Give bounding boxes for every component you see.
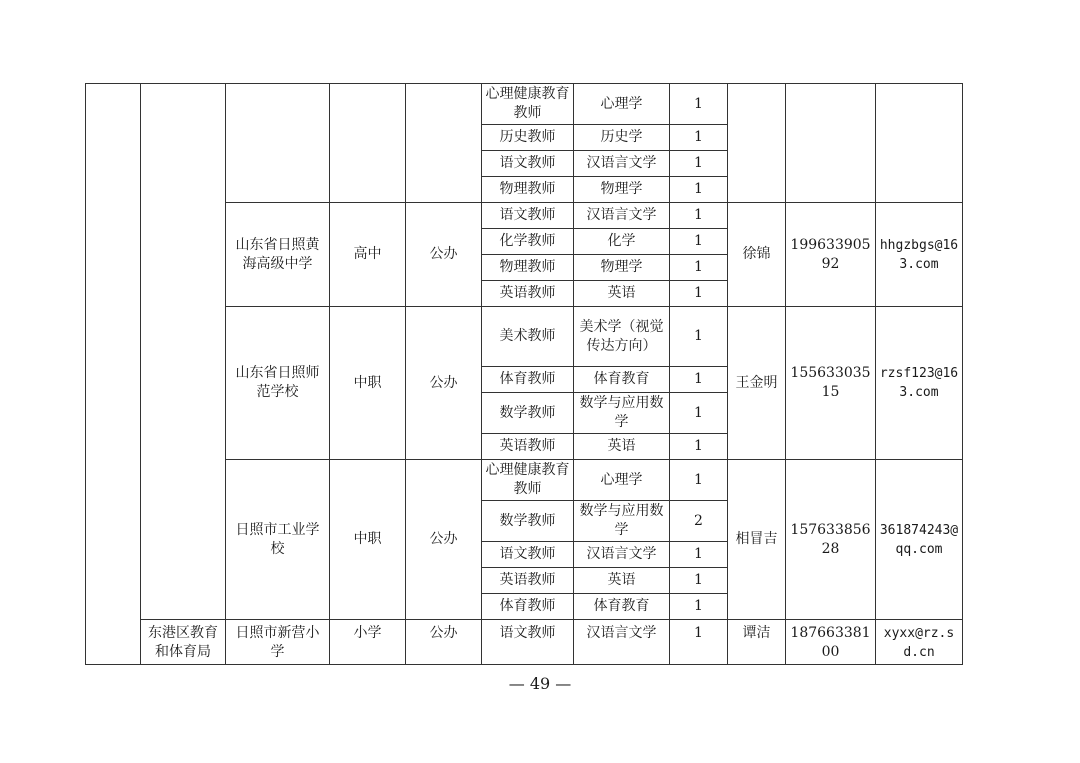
position-count: 1: [670, 542, 728, 568]
school-type-cell: 公办: [406, 307, 482, 460]
position-major: 心理学: [574, 460, 670, 501]
position-count: 1: [670, 229, 728, 255]
position-title: 英语教师: [482, 281, 574, 307]
table-row: [86, 620, 963, 665]
position-major: 化学: [574, 229, 670, 255]
school-name-cell: 日照市工业学校: [226, 460, 330, 620]
school-type-cell: 公办: [406, 460, 482, 620]
contact-cell: [728, 84, 786, 203]
position-title: 语文教师: [482, 542, 574, 568]
phone-cell: [786, 84, 876, 203]
position-count: 1: [670, 307, 728, 367]
phone-cell: 15563303515: [786, 307, 876, 460]
position-major: 数学与应用数学: [574, 393, 670, 434]
recruitment-table-clip: [85, 83, 963, 660]
position-title: 数学教师: [482, 501, 574, 542]
position-major: 历史学: [574, 125, 670, 151]
email-cell: hhgzbgs@163.com: [876, 203, 963, 307]
position-count: 1: [670, 460, 728, 501]
position-major: 数学与应用数学: [574, 501, 670, 542]
position-count: 1: [670, 151, 728, 177]
position-count: 1: [670, 434, 728, 460]
position-major: 汉语言文学: [574, 542, 670, 568]
phone-cell: 15763385628: [786, 460, 876, 620]
contact-cell: 相冒吉: [728, 460, 786, 620]
position-major: 体育教育: [574, 594, 670, 620]
position-title: 语文教师: [482, 620, 574, 665]
position-major: 美术学（视觉传达方向）: [574, 307, 670, 367]
department-cell: [141, 84, 226, 620]
school-level-cell: 小学: [330, 620, 406, 665]
email-cell: rzsf123@163.com: [876, 307, 963, 460]
position-major: 物理学: [574, 177, 670, 203]
position-title: 语文教师: [482, 203, 574, 229]
region-cell: [86, 84, 141, 665]
position-title: 历史教师: [482, 125, 574, 151]
position-major: 体育教育: [574, 367, 670, 393]
school-name-cell: 山东省日照黄海高级中学: [226, 203, 330, 307]
position-title: 英语教师: [482, 434, 574, 460]
phone-cell: 19963390592: [786, 203, 876, 307]
position-major: 心理学: [574, 84, 670, 125]
position-title: 美术教师: [482, 307, 574, 367]
email-cell: [876, 84, 963, 203]
position-title: 语文教师: [482, 151, 574, 177]
recruitment-table: [85, 83, 963, 665]
contact-cell: 王金明: [728, 307, 786, 460]
position-count: 1: [670, 203, 728, 229]
contact-cell: 徐锦: [728, 203, 786, 307]
position-title: 物理教师: [482, 255, 574, 281]
position-count: 1: [670, 594, 728, 620]
school-name-cell: [226, 84, 330, 203]
position-major: 汉语言文学: [574, 620, 670, 665]
position-major: 物理学: [574, 255, 670, 281]
position-title: 数学教师: [482, 393, 574, 434]
position-title: 物理教师: [482, 177, 574, 203]
phone-cell: 18766338100: [786, 620, 876, 665]
position-title: 心理健康教育教师: [482, 84, 574, 125]
school-level-cell: 中职: [330, 307, 406, 460]
table-row: [86, 84, 963, 125]
position-major: 英语: [574, 568, 670, 594]
contact-cell: 谭洁: [728, 620, 786, 665]
position-title: 体育教师: [482, 594, 574, 620]
position-major: 英语: [574, 281, 670, 307]
position-title: 心理健康教育教师: [482, 460, 574, 501]
page-number: — 49 —: [508, 674, 572, 693]
position-title: 体育教师: [482, 367, 574, 393]
position-count: 1: [670, 568, 728, 594]
position-count: 1: [670, 620, 728, 665]
school-type-cell: 公办: [406, 620, 482, 665]
school-level-cell: [330, 84, 406, 203]
email-cell: 361874243@qq.com: [876, 460, 963, 620]
position-count: 1: [670, 177, 728, 203]
position-major: 英语: [574, 434, 670, 460]
position-major: 汉语言文学: [574, 151, 670, 177]
school-type-cell: 公办: [406, 203, 482, 307]
position-count: 1: [670, 255, 728, 281]
position-count: 1: [670, 84, 728, 125]
position-count: 2: [670, 501, 728, 542]
position-count: 1: [670, 125, 728, 151]
department-cell: 东港区教育和体育局: [141, 620, 226, 665]
school-name-cell: 日照市新营小学: [226, 620, 330, 665]
position-title: 英语教师: [482, 568, 574, 594]
school-level-cell: 高中: [330, 203, 406, 307]
position-count: 1: [670, 393, 728, 434]
email-cell: xyxx@rz.sd.cn: [876, 620, 963, 665]
position-count: 1: [670, 367, 728, 393]
position-count: 1: [670, 281, 728, 307]
school-type-cell: [406, 84, 482, 203]
school-name-cell: 山东省日照师范学校: [226, 307, 330, 460]
position-title: 化学教师: [482, 229, 574, 255]
position-major: 汉语言文学: [574, 203, 670, 229]
school-level-cell: 中职: [330, 460, 406, 620]
